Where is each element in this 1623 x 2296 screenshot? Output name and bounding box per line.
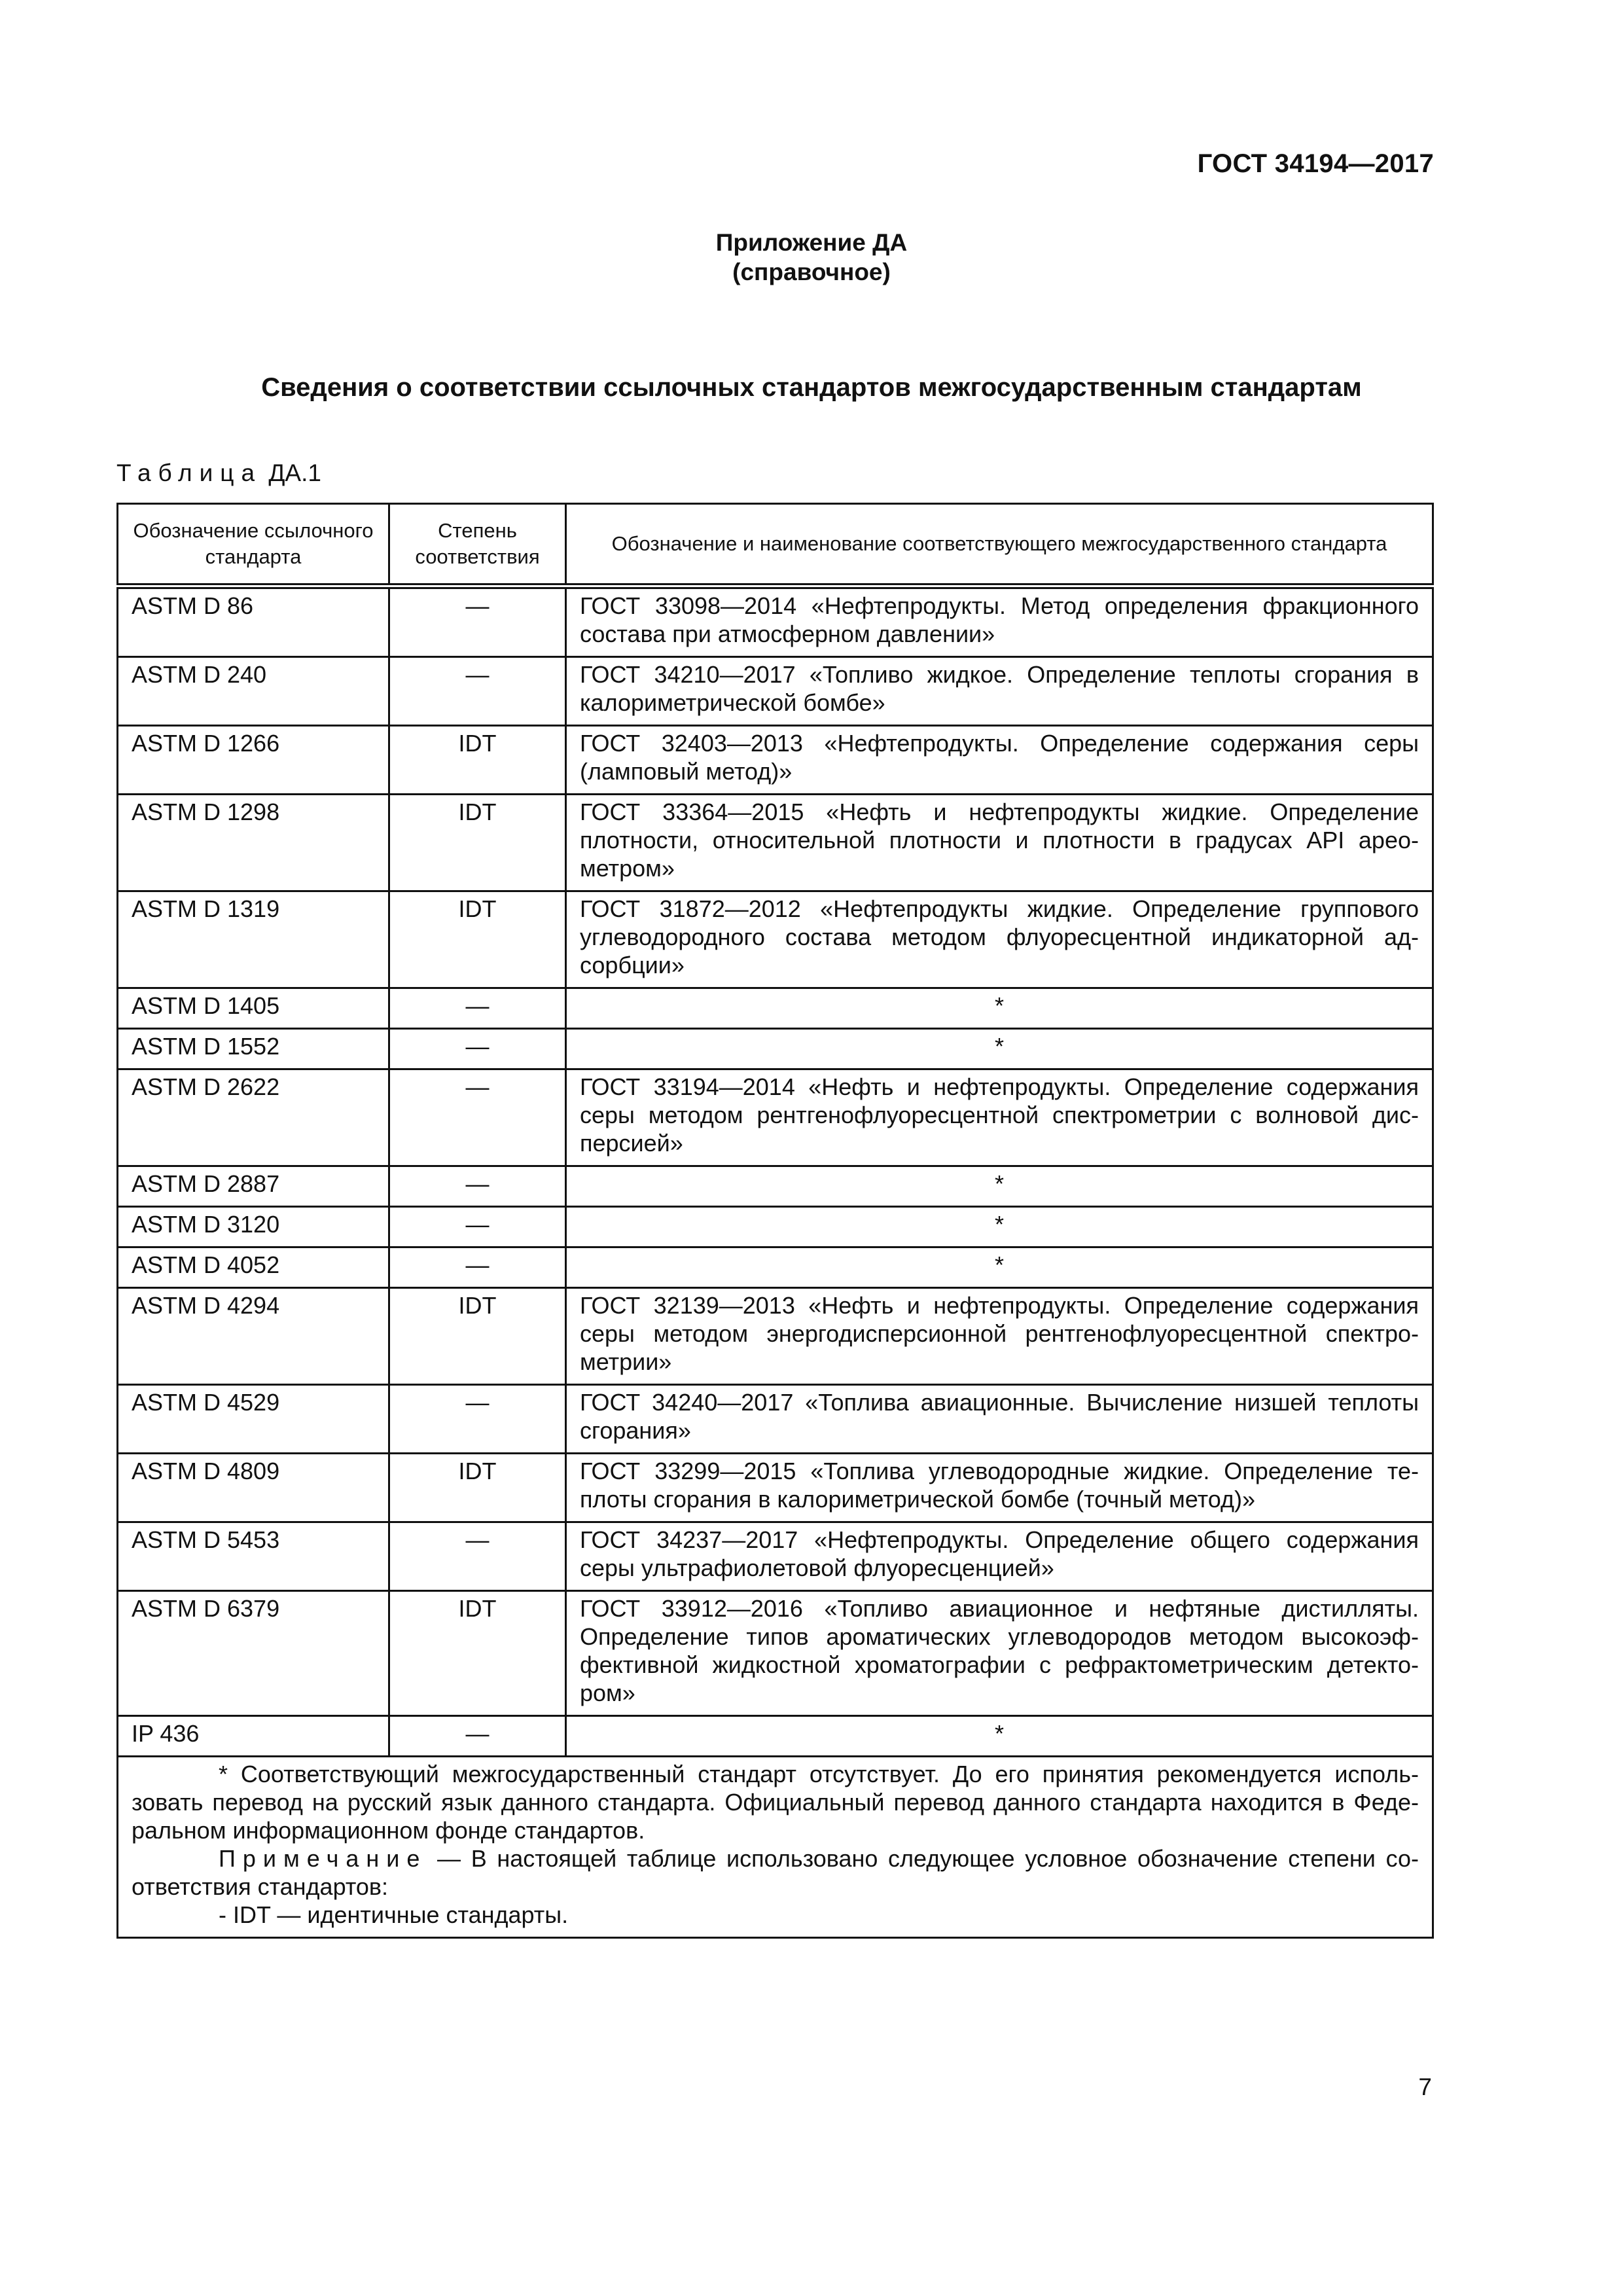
appendix-heading (0, 228, 1623, 287)
degree-cell: — (389, 1385, 566, 1454)
standard-cell: ГОСТ 33098—2014 «Нефтепродукты. Метод определения фракционного состава при атмосферном давлении» (566, 586, 1433, 657)
degree-cell: — (389, 586, 566, 657)
table-row (118, 1166, 1433, 1207)
degree-cell: — (389, 1522, 566, 1591)
table-header-row (118, 504, 1433, 586)
table-row (118, 1247, 1433, 1288)
degree-cell: — (389, 1029, 566, 1069)
table-row (118, 988, 1433, 1029)
table-caption-id: ДА.1 (268, 459, 321, 486)
column-header-standard: Обозначение и наименование соответствующего межгосударственного стандарта (566, 504, 1433, 586)
reference-cell: ASTM D 1552 (118, 1029, 389, 1069)
reference-cell: ASTM D 2622 (118, 1069, 389, 1166)
table-row (118, 1454, 1433, 1522)
table-row (118, 657, 1433, 726)
table-row (118, 726, 1433, 795)
column-header-reference: Обозначение ссылочного стандарта (118, 504, 389, 586)
degree-cell: IDT (389, 1454, 566, 1522)
degree-cell: — (389, 1716, 566, 1757)
table-row (118, 1385, 1433, 1454)
reference-cell: ASTM D 1405 (118, 988, 389, 1029)
standard-cell: ГОСТ 33194—2014 «Нефть и нефтепродукты. Определение содержания серы методом рентгенофлуоресцентной спектрометрии с волновой дисперсией» (566, 1069, 1433, 1166)
table-row (118, 1207, 1433, 1247)
standard-cell: ГОСТ 34210—2017 «Топливо жидкое. Определение теплоты сгорания в калориметрической бомбе» (566, 657, 1433, 726)
reference-cell: ASTM D 5453 (118, 1522, 389, 1591)
table-row (118, 1288, 1433, 1385)
standard-cell: ГОСТ 34240—2017 «Топлива авиационные. Вычисление низшей теплоты сгорания» (566, 1385, 1433, 1454)
standard-cell: * (566, 1166, 1433, 1207)
document-code: ГОСТ 34194—2017 (1197, 149, 1434, 178)
table-footnote: * Соответствующий межгосударственный стандарт отсутствует. До его принятия рекомендуется использовать перевод на русский язык данного стандарта. Официальный перевод данного стандарта находится в Федеральном информационном фонде стандартов. (132, 1761, 1419, 1844)
column-header-degree: Степень соответствия (389, 504, 566, 586)
table-row (118, 1029, 1433, 1069)
standard-cell: * (566, 988, 1433, 1029)
table-note (132, 1844, 1419, 1901)
degree-cell: — (389, 1166, 566, 1207)
appendix-title: Приложение ДА (715, 229, 908, 256)
reference-cell: IP 436 (118, 1716, 389, 1757)
degree-cell: — (389, 1247, 566, 1288)
reference-cell: ASTM D 86 (118, 586, 389, 657)
reference-cell: ASTM D 4529 (118, 1385, 389, 1454)
table-notes (118, 1757, 1433, 1938)
note-text: — В настоящей таблице использовано следующее условное обозначение степени соответствия стандартов: (132, 1845, 1419, 1900)
standard-cell: * (566, 1207, 1433, 1247)
standard-cell: ГОСТ 33912—2016 «Топливо авиационное и нефтяные дистилляты. Определение типов ароматических углеводородов методом высокоэффективной жидкостной хроматографии с рефрактометрическим детектором» (566, 1591, 1433, 1716)
degree-cell: — (389, 657, 566, 726)
degree-cell: IDT (389, 1288, 566, 1385)
reference-cell: ASTM D 2887 (118, 1166, 389, 1207)
note-list-item: - IDT — идентичные стандарты. (219, 1901, 569, 1928)
table-caption (116, 459, 321, 487)
table-row (118, 1069, 1433, 1166)
degree-cell: IDT (389, 891, 566, 988)
reference-cell: ASTM D 1298 (118, 795, 389, 891)
note-label: Примечание (219, 1845, 427, 1872)
reference-cell: ASTM D 1266 (118, 726, 389, 795)
table-row (118, 1591, 1433, 1716)
reference-cell: ASTM D 3120 (118, 1207, 389, 1247)
reference-cell: ASTM D 4809 (118, 1454, 389, 1522)
degree-cell: — (389, 1069, 566, 1166)
reference-cell: ASTM D 4052 (118, 1247, 389, 1288)
page-number: 7 (1418, 2073, 1432, 2100)
standard-cell: * (566, 1716, 1433, 1757)
reference-cell: ASTM D 4294 (118, 1288, 389, 1385)
degree-cell: — (389, 1207, 566, 1247)
degree-cell: IDT (389, 1591, 566, 1716)
standard-cell: ГОСТ 32139—2013 «Нефть и нефтепродукты. Определение содержания серы методом энергодисперсионной рентгенофлуоресцентной спектрометрии» (566, 1288, 1433, 1385)
appendix-subtitle: (справочное) (732, 259, 891, 285)
table-row (118, 1716, 1433, 1757)
degree-cell: IDT (389, 795, 566, 891)
reference-cell: ASTM D 1319 (118, 891, 389, 988)
standard-cell: * (566, 1029, 1433, 1069)
standard-cell: ГОСТ 33299—2015 «Топлива углеводородные жидкие. Определение теплоты сгорания в калориметрической бомбе (точный метод)» (566, 1454, 1433, 1522)
section-title: Сведения о соответствии ссылочных стандартов межгосударственным стандартам (261, 373, 1362, 402)
standards-table (116, 503, 1434, 1939)
reference-cell: ASTM D 240 (118, 657, 389, 726)
standard-cell: * (566, 1247, 1433, 1288)
reference-cell: ASTM D 6379 (118, 1591, 389, 1716)
table-notes-row (118, 1757, 1433, 1938)
table-row (118, 891, 1433, 988)
standard-cell: ГОСТ 33364—2015 «Нефть и нефтепродукты жидкие. Определение плотности, относительной плотности и плотности в градусах API ареометром» (566, 795, 1433, 891)
standard-cell: ГОСТ 32403—2013 «Нефтепродукты. Определение содержания серы (ламповый метод)» (566, 726, 1433, 795)
degree-cell: IDT (389, 726, 566, 795)
table-row (118, 795, 1433, 891)
table-row (118, 1522, 1433, 1591)
degree-cell: — (389, 988, 566, 1029)
standard-cell: ГОСТ 31872—2012 «Нефтепродукты жидкие. Определение группового углеводородного состава методом флуоресцентной индикаторной адсорбции» (566, 891, 1433, 988)
table-caption-prefix: Таблица (116, 459, 262, 486)
standard-cell: ГОСТ 34237—2017 «Нефтепродукты. Определение общего содержания серы ультрафиолетовой флуоресценцией» (566, 1522, 1433, 1591)
table-row (118, 586, 1433, 657)
